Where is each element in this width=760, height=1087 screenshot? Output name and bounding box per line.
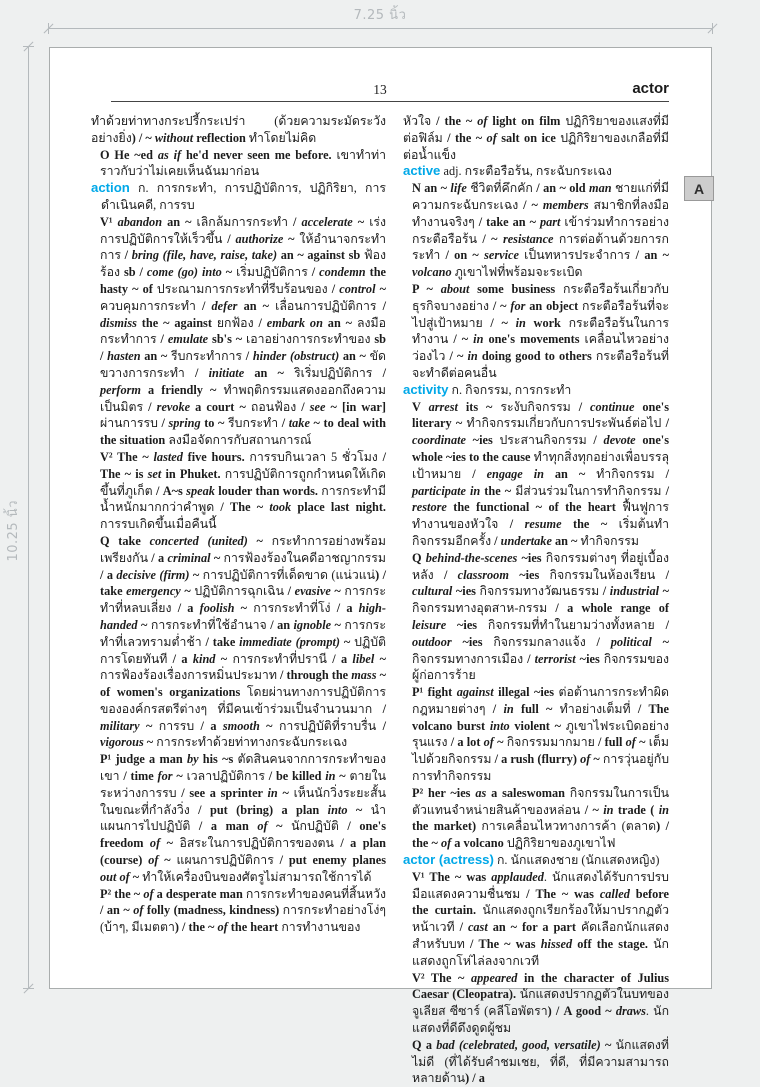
entry-headword: action bbox=[91, 180, 130, 196]
entry-gloss: นักแสดงชาย (นักแสดงหญิง) bbox=[510, 853, 660, 868]
width-dimension-line bbox=[48, 28, 712, 29]
usage-paragraph: P ~ about some business กระตือรือร้นเกี่ยวกับธุรกิจบางอย่าง / ~ for an object กระตือรือร้นที่จะไปสู่เป้าหมาย / ~ in work กระตือรือร้นในการทำงาน / ~ in one's movements เคลื่อนไหวอย่างว่องไว / ~ in doing good to others กระตือรือร้นที่จะทำดีต่อคนอื่น bbox=[412, 281, 669, 380]
dictionary-page bbox=[49, 47, 712, 1086]
usage-paragraph: P² the ~ of a desperate man การกระทำของคนที่สิ้นหวัง / an ~ of folly (madness, kindness) การกระทำอย่างโง่ๆ (บ้าๆ, มีเมตตา) / the ~ of the heart การทำงานของ bbox=[100, 886, 387, 935]
entry-gloss: กิจกรรม, การกระทำ bbox=[465, 382, 572, 397]
column-left bbox=[91, 113, 386, 1087]
height-dimension-line bbox=[28, 46, 29, 989]
entry-active bbox=[403, 163, 669, 180]
entry-gloss: การกระทำ, การปฏิบัติการ, ปฏิกิริยา, การดำเนินคดี, การรบ bbox=[101, 181, 386, 212]
entry-actor-actress bbox=[403, 852, 669, 869]
entry-headword: actor (actress) bbox=[403, 852, 494, 868]
usage-paragraph: P¹ judge a man by his ~s ตัดสินคนจากการกระทำของเขา / time for ~ เวลาปฏิบัติการ / be killed in ~ ตายในระหว่างการรบ / see a sprinter in ~ เห็นนักวิ่งระยะสั้นในขณะที่กำลังวิ่ง / put (bring) a plan into ~ นำแผนการไปปฏิบัติ / a man of ~ นักปฏิบัติ / one's freedom of ~ อิสระในการปฏิบัติการของตน / a plan (course) of ~ แผนการปฏิบัติการ / put enemy planes out of ~ ทำให้เครื่องบินของศัตรูไม่สามารถใช้การได้ bbox=[100, 752, 387, 884]
usage-paragraph: P² her ~ies as a saleswoman กิจกรรมในการเป็นตัวแทนจำหน่ายสินค้าของหล่อน / ~ in trade ( in the market) การเคลื่อนไหวทางการค้า (ตลาด) / the ~ of a volcano ปฏิกิริยาของภูเขาไฟ bbox=[412, 785, 669, 851]
usage-paragraph: N an ~ life ชีวิตที่คึกคัก / an ~ old man ชายแก่ที่มีความกระฉับกระเฉง / ~ members สมาชิกที่ลงมือทำงานจริงๆ / take an ~ part เข้าร่วมทำการอย่างกระตือรือร้น / ~ resistance การต่อต้านด้วยการกระทำ / on ~ service เป็นทหารประจำการ / an ~ volcano ภูเขาไฟที่พร้อมจะระเบิด bbox=[412, 181, 670, 280]
dimension-tick bbox=[23, 988, 34, 989]
header-rule bbox=[111, 101, 669, 102]
dimension-tick bbox=[23, 46, 34, 47]
usage-paragraph: V² The ~ appeared in the character of Julius Caesar (Cleopatra). นักแสดงปรากฏตัวในบทของจูเลียส ซีซาร์ (คลีโอพัตรา) / A good ~ draws. นักแสดงที่ดีดึงดูดผู้ชม bbox=[412, 970, 670, 1036]
usage-paragraph: Q a bad (celebrated, good, versatile) ~ นักแสดงที่ไม่ดี (ที่ได้รับคำชมเชย, ที่ดี, ที่มีความสามารถหลายด้าน) / a bbox=[412, 1037, 669, 1086]
usage-paragraph: V¹ abandon an ~ เลิกล้มการกระทำ / accelerate ~ เร่งการปฏิบัติการให้เร็วขึ้น / authorize ~ ให้อำนาจกระทำการ / bring (file, have, raise, take) an ~ against sb ฟ้องร้อง sb / come (go) into ~ เริ่มปฏิบัติการ / condemn the hasty ~ of ประณามการกระทำที่รีบร้อนของ / control ~ ควบคุมการกระทำ / defer an ~ เลื่อนการปฏิบัติการ / dismiss the ~ against ยกฟ้อง / embark on an ~ ลงมือกระทำการ / emulate sb's ~ เอาอย่างการกระทำของ sb / hasten an ~ รีบกระทำการ / hinder (obstruct) an ~ ขัดขวางการกระทำ / initiate an ~ ริเริ่มปฏิบัติการ / perform a friendly ~ ทำพฤติกรรมแสดงออกถึงความเป็นมิตร / revoke a court ~ ถอนฟ้อง / see ~ [in war] ผ่านการรบ / spring to ~ รีบกระทำ / take ~ to deal with the situation ลงมือจัดการกับสถานการณ์ bbox=[100, 214, 386, 448]
entry-gloss: กระตือรือร้น, กระฉับกระเฉง bbox=[464, 164, 612, 179]
usage-paragraph: V¹ The ~ was applauded. นักแสดงได้รับการปรบมือแสดงความชื่นชม / The ~ was called before the curtain. นักแสดงถูกเรียกร้องให้มาปรากฏตัวหน้าเวที / cast an ~ for a part คัดเลือกนักแสดงสำหรับบท / The ~ was hissed off the stage. นักแสดงถูกโห่ไล่ลงจากเวที bbox=[412, 869, 669, 968]
column-right bbox=[403, 113, 669, 1087]
text-block bbox=[91, 82, 669, 1087]
part-of-speech: adj. bbox=[443, 164, 462, 179]
entry-action bbox=[91, 180, 386, 214]
continuation-paragraph: หัวใจ / the ~ of light on film ปฏิกิริยาของแสงที่มีต่อฟิล์ม / the ~ of salt on ice ปฏิกิริยาของเกลือที่มีต่อน้ำแข็ง bbox=[403, 114, 669, 162]
page-number: 13 bbox=[373, 82, 387, 97]
part-of-speech: ก. bbox=[496, 853, 508, 868]
usage-paragraph: Q behind-the-scenes ~ies กิจกรรมต่างๆ ที่อยู่เบื้องหลัง / classroom ~ies กิจกรรมในห้องเรียน / cultural ~ies กิจกรรมทางวัฒนธรรม / industrial ~ กิจกรรมทางอุตสาห-กรรม / a whole range of leisure ~ies กิจกรรมที่ทำในยามว่างทั้งหลาย / outdoor ~ies กิจกรรมกลางแจ้ง / political ~ กิจกรรมทางการเมือง / terrorist ~ies กิจกรรมของผู้ก่อการร้าย bbox=[412, 550, 670, 683]
part-of-speech: ก. bbox=[451, 382, 463, 397]
usage-paragraph: O He ~ed as if he'd never seen me before. เขาทำท่าราวกับว่าไม่เคยเห็นฉันมาก่อน bbox=[100, 147, 386, 179]
page-height-dimension-label: 10.25 นิ้ว bbox=[6, 500, 21, 562]
guide-word: actor bbox=[632, 80, 669, 97]
usage-paragraph: P¹ fight against illegal ~ies ต่อต้านการกระทำผิดกฎหมายต่างๆ / in full ~ ทำอย่างเต็มที่ / The volcano burst into violent ~ ภูเขาไฟระเบิดอย่างรุนแรง / a lot of ~ กิจกรรมมากมาย / full of ~ เต็มไปด้วยกิจกรรม / a rush (flurry) of ~ การวุ่นอยู่กับการทำกิจกรรม bbox=[412, 685, 670, 784]
usage-paragraph: V² The ~ lasted five hours. การรบกินเวลา 5 ชั่วโมง / The ~ is set in Phuket. การปฏิบัติการถูกกำหนดให้เกิดขึ้นที่ภูเก็ต / A~s speak louder than words. การกระทำมีน้ำหนักมากกว่าคำพูด / The ~ took place last night. การรบเกิดขึ้นเมื่อคืนนี้ bbox=[100, 449, 387, 532]
dimension-tick bbox=[712, 23, 713, 34]
page-width-dimension-label: 7.25 นิ้ว bbox=[353, 8, 407, 23]
dimension-tick bbox=[48, 23, 49, 34]
part-of-speech: ก. bbox=[138, 181, 149, 196]
usage-paragraph: V arrest its ~ ระงับกิจกรรม / continue one's literary ~ ทำกิจกรรมเกี่ยวกับการประพันธ์ต่อไป / coordinate ~ies ประสานกิจกรรม / devote one's whole ~ies to the cause ทำทุกสิ่งทุกอย่างเพื่อบรรลุเป้าหมาย / engage in an ~ ทำกิจกรรม / participate in the ~ มีส่วนร่วมในการทำกิจกรรม / restore the functional ~ of the heart ฟื้นฟูการทำงานของหัวใจ / resume the ~ เริ่มต้นทำกิจกรรมอีกครั้ง / undertake an ~ ทำกิจกรรม bbox=[412, 399, 669, 548]
entry-headword: activity bbox=[403, 381, 449, 397]
usage-paragraph: Q take concerted (united) ~ กระทำการอย่างพร้อมเพรียงกัน / a criminal ~ การฟ้องร้องในคดีอาชญากรรม / a decisive (firm) ~ การปฏิบัติการที่เด็ดขาด (แน่วแน่) / take emergency ~ ปฏิบัติการฉุกเฉิน / evasive ~ การกระทำที่หลบเลี่ยง / a foolish ~ การกระทำที่โง่ / a high-handed ~ การกระทำที่ใช้อำนาจ / an ignoble ~ การกระทำที่เลวทรามต่ำช้า / take immediate (prompt) ~ ปฏิบัติการโดยทันที / a kind ~ การกระทำที่ปรานี / a libel ~ การฟ้องร้องเรื่องการหมิ่นประมาท / through the mass ~ of women's organizations โดยผ่านทางการปฏิบัติการขององค์กรสตรีต่างๆ ที่มีคนเข้าร่วมเป็นจำนวนมาก / military ~ การรบ / a smooth ~ การปฏิบัติที่ราบรื่น / vigorous ~ การกระทำด้วยท่าทางกระฉับกระเฉง bbox=[100, 533, 387, 750]
thumb-index-tab-a bbox=[684, 176, 714, 201]
thumb-index-letter: A bbox=[693, 180, 705, 197]
two-column-layout bbox=[91, 113, 669, 1087]
entry-headword: active bbox=[403, 163, 441, 179]
running-head bbox=[91, 82, 669, 99]
entry-activity bbox=[403, 382, 669, 399]
continuation-paragraph: ทำด้วยท่าทางกระปรี้กระเปร่า (ด้วยความระมัดระวังอย่างยิ่ง) / ~ without reflection ทำโดยไม่คิด bbox=[91, 114, 386, 145]
